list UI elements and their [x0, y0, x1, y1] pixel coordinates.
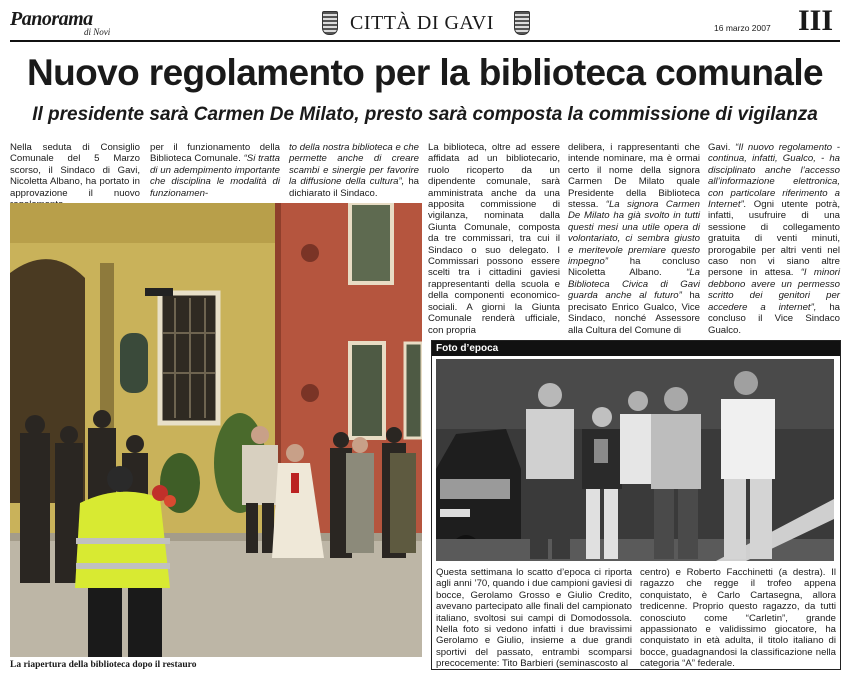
article-quote: “Si tratta di un adempimento importante che disciplina le modalità di funzionamen-: [150, 153, 280, 199]
article-paragraph: Nella seduta di Consiglio Comunale del 5 Marzo scorso, il Sindaco di Gavi, Nicoletta Albano, ha portato in approvazione il nuovo: [10, 142, 140, 199]
vintage-bocce-photo: [436, 359, 834, 561]
subheadline: Il presidente sarà Carmen De Milato, presto sarà composta la commissione di vigilanza: [32, 104, 818, 125]
gavi-crest-icon: [514, 11, 530, 35]
article-column-4: [428, 142, 560, 336]
foto-epoca-paragraph: centro) e Roberto Facchinetti (a destra). Il ragazzo che regge il trofeo appena conquistato, è Carlo Cartasegna, allora tredicenne. Proprio questo ragazzo, da tutti conosciuto come “Carletin”, grande appassionato e validissimo giocatore, ha conquistato in età adulta, il titolo italiano di bocce, guadagnandosi la classificazione nella categoria “A” federale.: [640, 567, 836, 670]
article-column-2: [150, 142, 280, 199]
article-column-1: [10, 142, 140, 210]
page-number: III: [798, 4, 834, 37]
article-column-6: [708, 142, 840, 336]
photo-caption: La riapertura della biblioteca dopo il restauro: [10, 660, 197, 670]
library-reopening-photo: [10, 203, 422, 657]
article-text: per il funzionamento della Biblioteca Comunale.: [150, 142, 280, 165]
article-quote: “I minori debbono avere un permesso scritto dei genitori per accedere a internet”,: [708, 267, 840, 313]
masthead-brand: Panorama: [10, 8, 93, 30]
article-text: Gavi.: [708, 142, 731, 153]
article-text: ha precisato Enrico Gualco, Vice Sindaco, nonché Assessore alla Cultura del Comune di: [568, 290, 700, 336]
gavi-crest-icon: [322, 11, 338, 35]
masthead-subtitle: di Novi: [84, 27, 111, 37]
section-title: CITTÀ DI GAVI: [350, 12, 494, 34]
article-text: ha concluso il Vice Sindaco Gualco.: [708, 301, 840, 336]
foto-epoca-title: Foto d’epoca: [432, 341, 840, 356]
foto-epoca-paragraph: Questa settimana lo scatto d’epoca ci riporta agli anni ’70, quando i due campioni gaviesi di bocce, Gerolamo Grosso e Giulio Credito, avevano partecipato alle finali del campionato italiano, svoltosi sui campi di Domodossola. Nella foto si vedono infatti i due bravissimi Gerolamo e Giulio, insieme a due grandi sportivi del passato, entrambi scomparsi precocemente: Tito Barbieri (seminascosto al: [436, 567, 632, 670]
article-text: ha dichiarato il Sindaco.: [289, 176, 419, 199]
article-quote: “La Biblioteca Civica di Gavi guarda anche al futuro”: [568, 267, 701, 302]
article-quote: “La signora Carmen De Milato ha già svolto in tutti questi mesi una utile opera di volontariato, ci sembra giusto e meritevole premiare questo impegno”: [568, 199, 700, 268]
foto-epoca-text-left: [436, 567, 632, 670]
foto-epoca-text-right: [640, 567, 836, 670]
article-quote: “Il nuovo regolamento - continua, infatti, Gualco, - ha disciplinato anche l’accesso all’informazione elettronica, con particolare riferimento a Internet”.: [708, 142, 840, 211]
article-text: delibera, i rappresentanti che intende nominare, ma è ormai certo il nome della signora Carmen De Milato quale Presidente della Biblioteca stessa.: [568, 142, 700, 211]
article-text: ha concluso Nicoletta Albano.: [568, 256, 700, 279]
issue-date: 16 marzo 2007: [714, 23, 771, 33]
article-column-5: [568, 142, 700, 336]
article-text: Ogni utente potrà, infatti, usufruire di una sessione di collegamento gratuita di venti minuti, prorogabile per altri venti nel caso non vi siano altre persone in attesa.: [708, 199, 840, 279]
article-paragraph: La biblioteca, oltre ad essere affidata ad un bibliotecario, ruolo ricoperto da un dipendente comunale, sarà amministrata anche da una apposita commissione di vigilanza, nominata dalla Giunta Comunale, composta da tre commissari, tra cui il Sindaco o suo delegato. I Commissari possono essere scelti tra i cittadini gaviesi rappresentanti della scuola e della componenti economico-sociali. A giorni la Giunta Comunale renderà ufficiale, con propria: [428, 142, 560, 336]
article-column-3: [289, 142, 419, 199]
masthead-rule: [10, 40, 840, 42]
article-quote: to della nostra biblioteca e che permette anche di creare scambi e sinergie per favorire la diffusione della cultura”,: [289, 142, 419, 188]
foto-epoca-box: [431, 340, 841, 670]
headline: Nuovo regolamento per la biblioteca comunale: [27, 52, 823, 93]
